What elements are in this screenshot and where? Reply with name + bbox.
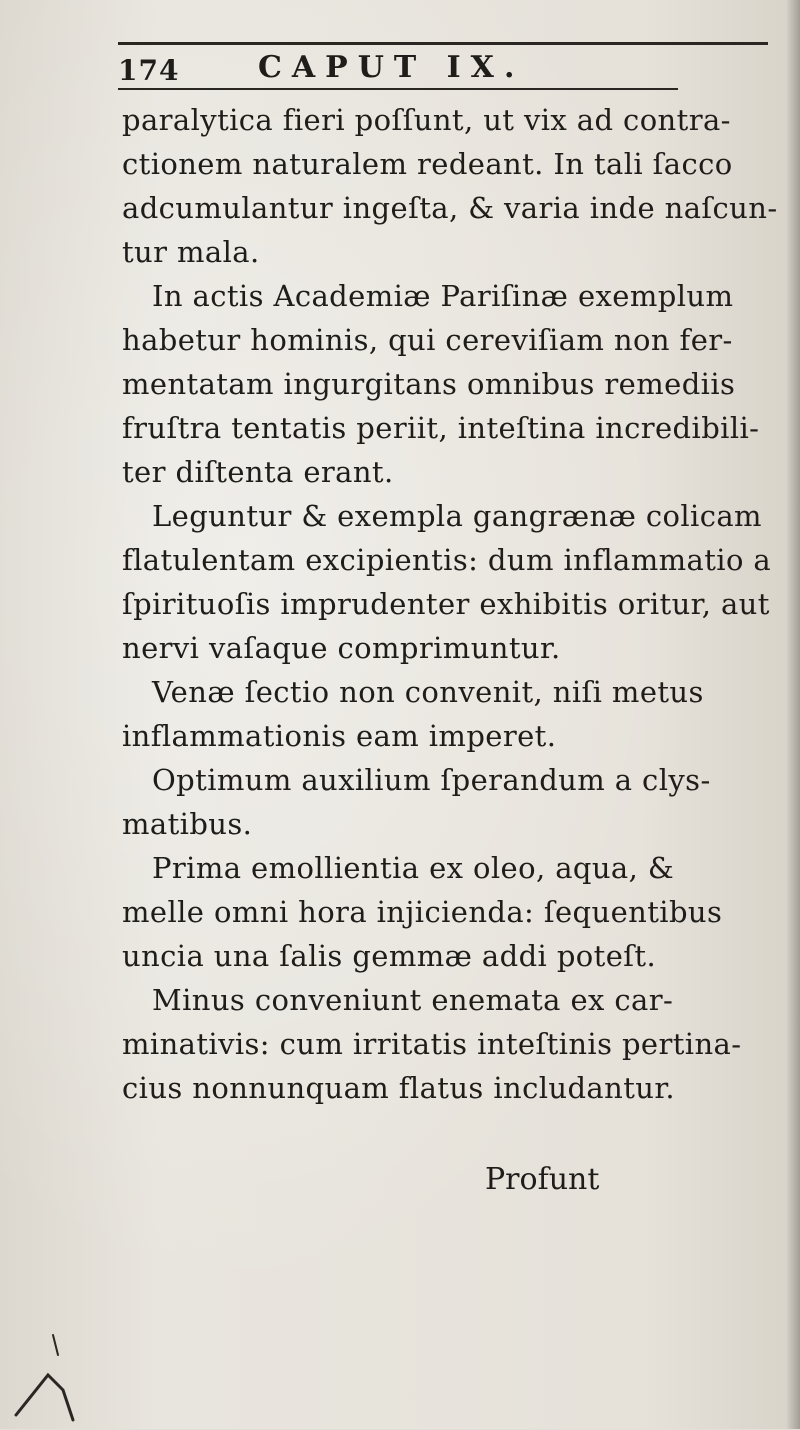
- text-line: flatulentam excipientis: dum inflammatio a: [122, 543, 772, 577]
- text-line: tur mala.: [122, 235, 260, 269]
- header-rule-bottom: [118, 88, 678, 90]
- paragraph-start-line: Leguntur & exempla gangrænæ colicam: [152, 499, 762, 533]
- paragraph-start-line: Minus conveniunt enemata ex car-: [152, 983, 674, 1017]
- paragraph-start-line: Prima emollientia ex oleo, aqua, &: [152, 851, 675, 885]
- text-line: nervi vaſaque comprimuntur.: [122, 631, 561, 665]
- paragraph-start-line: Venæ ſectio non convenit, niſi metus: [152, 675, 704, 709]
- page-number: 174: [118, 54, 180, 87]
- text-line: matibus.: [122, 807, 253, 841]
- catchword: Profunt: [485, 1162, 600, 1197]
- text-line: inflammationis eam imperet.: [122, 719, 557, 753]
- page-header: [118, 50, 718, 90]
- paragraph-start-line: In actis Academiæ Pariſinæ exemplum: [152, 279, 734, 313]
- text-line: mentatam ingurgitans omnibus remediis: [122, 367, 736, 401]
- text-line: minativis: cum irritatis inteſtinis pertina-: [122, 1027, 742, 1061]
- text-line: uncia una ſalis gemmæ addi poteſt.: [122, 939, 657, 973]
- text-line: ctionem naturalem redeant. In tali ſacco: [122, 147, 733, 181]
- running-head: CAPUT IX.: [258, 50, 525, 85]
- text-line: adcumulantur ingeſta, & varia inde naſcun-: [122, 191, 778, 225]
- text-line: habetur hominis, qui cereviſiam non fer-: [122, 323, 733, 357]
- pencil-mark-icon: [8, 1320, 118, 1430]
- header-rule-top: [118, 42, 768, 45]
- text-line: ter diſtenta erant.: [122, 455, 394, 489]
- text-line: cius nonnunquam flatus includantur.: [122, 1071, 676, 1105]
- text-line: paralytica fieri poſſunt, ut vix ad contra-: [122, 103, 731, 137]
- text-line: ſpirituoſis imprudenter exhibitis oritur, aut: [122, 587, 770, 621]
- page-gutter-shadow: [786, 0, 800, 1429]
- text-line: melle omni hora injicienda: ſequentibus: [122, 895, 723, 929]
- paragraph-start-line: Optimum auxilium ſperandum a clys-: [152, 763, 711, 797]
- text-line: fruſtra tentatis periit, inteſtina incredibili-: [122, 411, 760, 445]
